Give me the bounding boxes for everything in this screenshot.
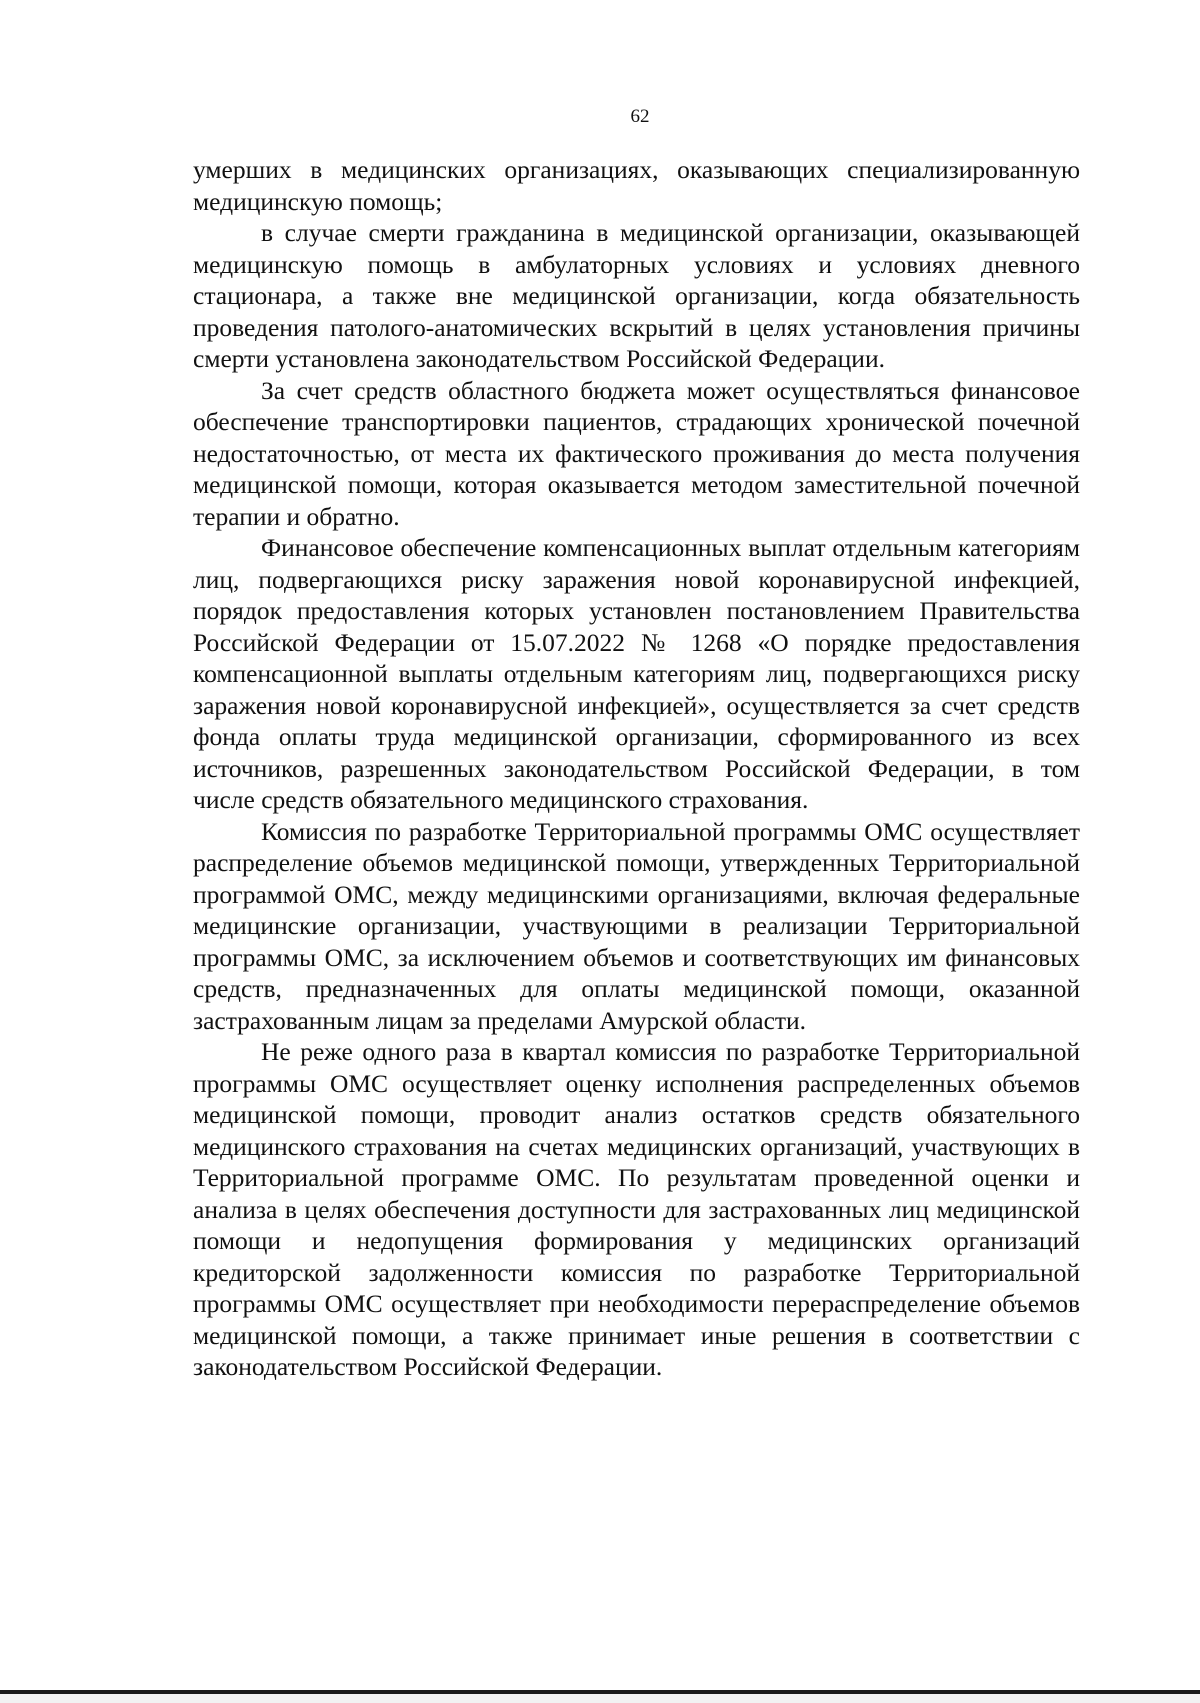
paragraph: в случае смерти гражданина в медицинской организации, оказывающей медицинскую помощь в амбулаторных условиях и условиях дневного стационара, а также вне медицинской организации, когда обязательность проведения патолого-анатомических вскрытий в целях установления причины смерти установлена законодательством Российской Федерации. (193, 218, 1080, 373)
page-number: 62 (630, 106, 650, 127)
paragraph: За счет средств областного бюджета может осуществляться финансовое обеспечение транспортировки пациентов, страдающих хронической почечной недостаточностью, от места их фактического проживания до места получения медицинской помощи, которая оказывается методом заместительной почечной терапии и обратно. (193, 375, 1080, 531)
paragraph-continuation: умерших в медицинских организациях, оказывающих специализированную медицинскую помощь; (193, 155, 1080, 216)
paragraph: Не реже одного раза в квартал комиссия по разработке Территориальной программы ОМС осуществляет оценку исполнения распределенных объемов медицинской помощи, проводит анализ остатков средств обязательного медицинского страхования на счетах медицинских организаций, участвующих в Территориальной программе ОМС. По результатам проведенной оценки и анализа в целях обеспечения доступности для застрахованных лиц медицинской помощи и недопущения формирования у медицинских организаций кредиторской задолженности комиссия по разработке Территориальной программы ОМС осуществляет при необходимости перераспределение объемов медицинской помощи, а также принимает иные решения в соответствии с законодательством Российской Федерации. (193, 1037, 1080, 1381)
document-body (193, 154, 1080, 1383)
paragraph: Финансовое обеспечение компенсационных выплат отдельным категориям лиц, подвергающихся риску заражения новой коронавирусной инфекцией, порядок предоставления которых установлен постановлением Правительства Российской Федерации от 15.07.2022 № 1268 «О порядке предоставления компенсационной выплаты отдельным категориям лиц, подвергающихся риску заражения новой коронавирусной инфекцией», осуществляется за счет средств фонда оплаты труда медицинской организации, сформированного из всех источников, разрешенных законодательством Российской Федерации, в том числе средств обязательного медицинского страхования. (193, 533, 1080, 814)
paragraph: Комиссия по разработке Территориальной программы ОМС осуществляет распределение объемов медицинской помощи, утвержденных Территориальной программой ОМС, между медицинскими организациями, включая федеральные медицинские организации, участвующими в реализации Территориальной программы ОМС, за исключением объемов и соответствующих им финансовых средств, предназначенных для оплаты медицинской помощи, оказанной застрахованным лицам за пределами Амурской области. (193, 816, 1080, 1035)
scan-bottom-margin (0, 1694, 1200, 1703)
